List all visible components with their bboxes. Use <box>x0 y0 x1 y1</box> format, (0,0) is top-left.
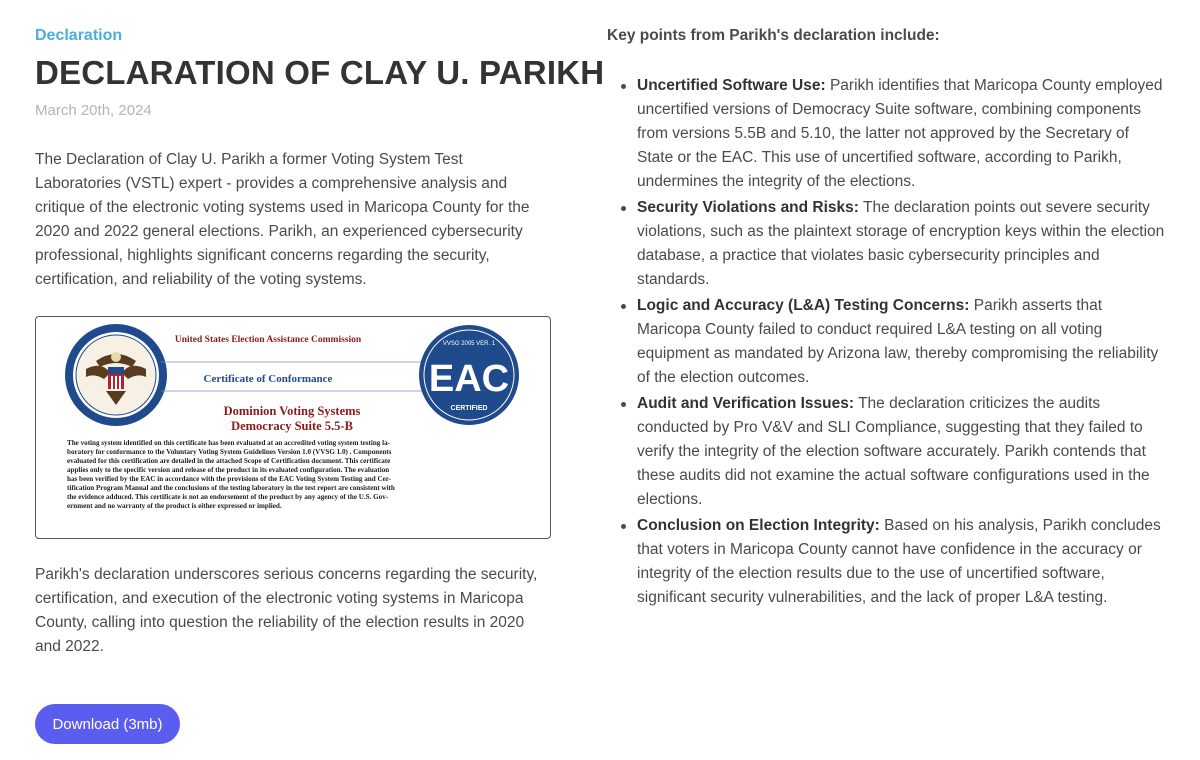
badge-main-text: EAC <box>428 358 510 400</box>
cert-product-line2: Democracy Suite 5.5-B <box>231 419 353 433</box>
cert-body-line: evaluated for this certification are detailed in the attached Scope of Certification document. This certificate <box>67 457 391 465</box>
conclusion-paragraph: Parikh's declaration underscores serious concerns regarding the security, certification, and execution of the electronic voting systems in Maricopa County, calling into question the reliability of the election results in 2020 and 2022. <box>35 566 538 655</box>
page-title: DECLARATION OF CLAY U. PARIKH <box>35 54 605 91</box>
cert-body-line: the evidence adduced. This certificate is not an endorsement of the product by any agency of the U.S. Gov- <box>67 493 389 501</box>
cert-agency: United States Election Assistance Commission <box>174 335 362 345</box>
badge-bottom-text: CERTIFIED <box>450 405 488 412</box>
category-label[interactable]: Declaration <box>35 27 123 44</box>
point-text: Parikh asserts that Maricopa County failed to conduct required L&A testing on all voting equipment as mandated by Arizona law, thereby compromising the reliability of the election outcomes. <box>637 297 1159 386</box>
point-label: Conclusion on Election Integrity: <box>637 517 880 534</box>
cert-product-line1: Dominion Voting Systems <box>223 404 361 418</box>
publish-date: March 20th, 2024 <box>35 102 152 119</box>
intro-paragraph: The Declaration of Clay U. Parikh a former Voting System Test Laboratories (VSTL) expert - provides a comprehensive analysis and critique of the electronic voting systems used in Maricopa County for the 2020 and 2022 general elections. Parikh, an experienced cybersecurity professional, highlights significant concerns regarding the security, certification, and reliability of the voting systems. <box>35 151 530 288</box>
list-item <box>607 514 1167 610</box>
point-text: Based on his analysis, Parikh concludes that voters in Maricopa County cannot have confidence in the accuracy or integrity of the election results due to the use of uncertified software, significant security vulnerabilities, and the lack of proper L&A testing. <box>637 517 1161 606</box>
point-text: The declaration points out severe security violations, such as the plaintext storage of encryption keys within the election database, a practice that violates basic cybersecurity principles and standards. <box>637 199 1165 288</box>
cert-body-line: tification Program Manual and the conclusions of the testing laboratory in the test report are consistent with <box>67 484 395 492</box>
cert-body-line: ernment and no warranty of the product is either expressed or implied. <box>67 502 282 510</box>
eac-certified-badge-icon <box>419 325 519 425</box>
badge-top-text: VVSG 2005 VER. 1 <box>442 341 496 347</box>
list-item <box>607 294 1167 390</box>
point-label: Security Violations and Risks: <box>637 199 859 216</box>
certificate-image <box>35 316 551 539</box>
point-label: Audit and Verification Issues: <box>637 395 855 412</box>
point-label: Logic and Accuracy (L&A) Testing Concerns: <box>637 297 970 314</box>
point-label: Uncertified Software Use: <box>637 77 826 94</box>
bullet-icon <box>621 304 626 309</box>
bullet-icon <box>621 402 626 407</box>
list-item <box>607 196 1167 292</box>
list-item <box>607 392 1167 512</box>
point-text: The declaration criticizes the audits conducted by Pro V&V and SLI Compliance, suggesting that they failed to verify the integrity of the election software accurately. Parikh contends that these audits did not examine the actual software configurations used in the elections. <box>637 395 1150 508</box>
bullet-icon <box>621 206 626 211</box>
eac-seal-icon <box>65 324 167 426</box>
cert-body-line: has been verified by the EAC in accordance with the provisions of the EAC Voting System Testing and Cer- <box>67 475 391 483</box>
point-text: Parikh identifies that Maricopa County employed uncertified versions of Democracy Suite software, combining components from versions 5.5B and 5.10, the latter not approved by the Secretary of State or the EAC. This use of uncertified software, according to Parikh, undermines the integrity of the elections. <box>637 77 1163 190</box>
download-button[interactable]: Download (3mb) <box>35 704 180 744</box>
bullet-icon <box>621 524 626 529</box>
bullet-icon <box>621 84 626 89</box>
cert-body-line: applies only to the specific version and release of the product in its evaluated configuration. The evaluation <box>67 466 390 474</box>
list-item <box>607 74 1167 194</box>
cert-doc-type: Certificate of Conformance <box>203 373 333 385</box>
cert-body-line: boratory for conformance to the Voluntary Voting System Guidelines Version 1.0 (VVSG 1.0) . Components <box>67 448 392 456</box>
cert-body-line: The voting system identified on this certificate has been evaluated at an accredited voting system testing la- <box>67 439 390 447</box>
key-points-heading: Key points from Parikh's declaration include: <box>607 27 940 44</box>
key-points-list <box>607 74 1167 612</box>
